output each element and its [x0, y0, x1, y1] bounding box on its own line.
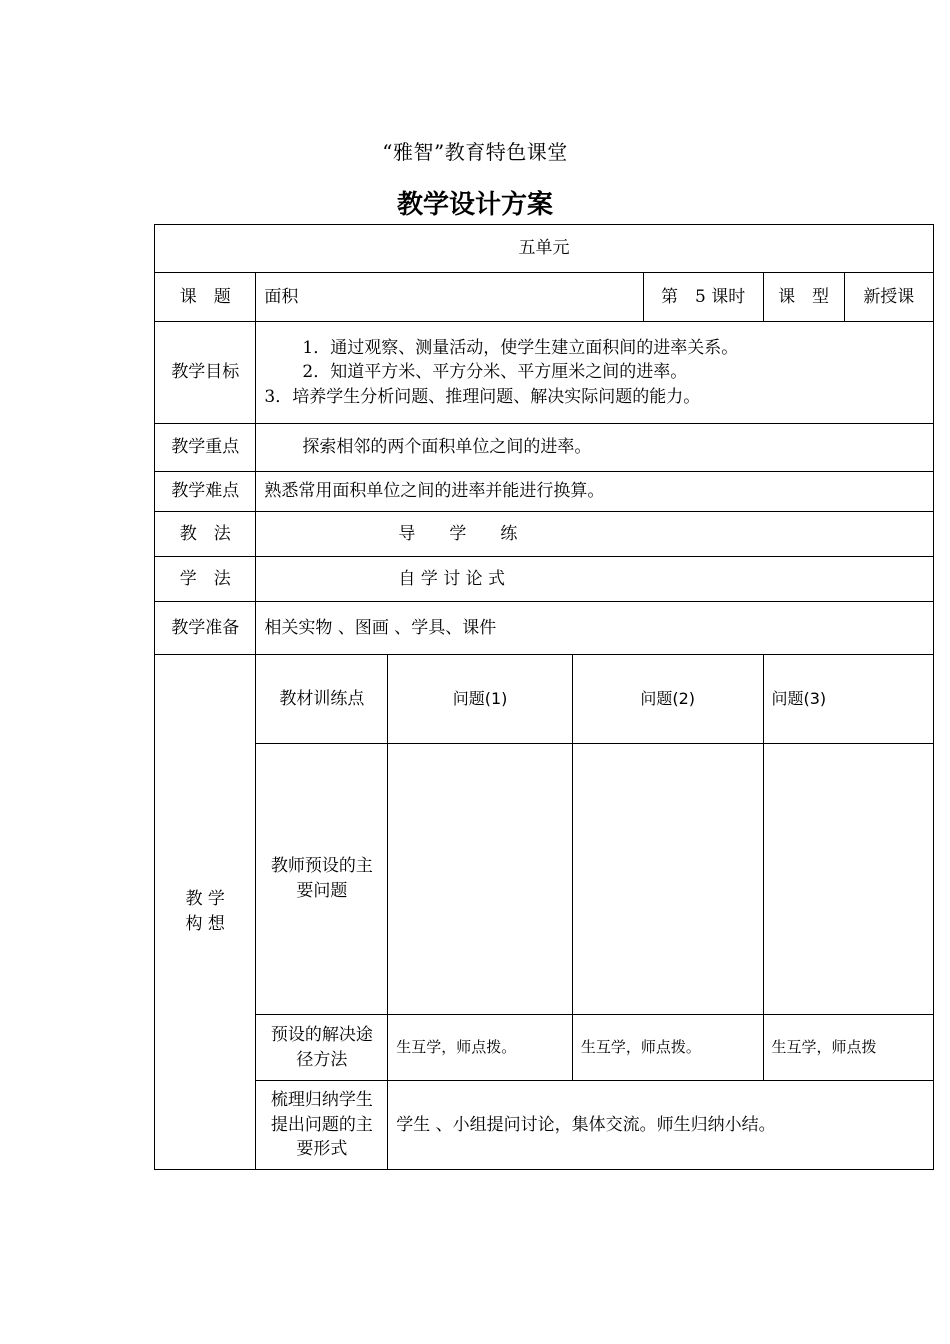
design-label	[155, 655, 256, 1170]
question-3-header: 问题(3)	[763, 655, 934, 744]
solution-2: 生互学，师点拨。	[572, 1015, 763, 1081]
solution-method-label: 预设的解决途径方法	[256, 1015, 388, 1081]
key-point-value: 探索相邻的两个面积单位之间的进率。	[256, 424, 934, 472]
solution-1: 生互学，师点拨。	[388, 1015, 573, 1081]
preparation-label: 教学准备	[155, 602, 256, 655]
summary-value: 学生 、小组提问讨论，集体交流。师生归纳小结。	[388, 1081, 934, 1170]
study-method-value: 自 学 讨 论 式	[256, 557, 934, 602]
type-value: 新授课	[844, 273, 933, 322]
preset-questions-label: 教师预设的主要问题	[256, 744, 388, 1015]
preset-question-2	[572, 744, 763, 1015]
teaching-method-label: 教 法	[155, 512, 256, 557]
solution-3: 生互学，师点拨	[763, 1015, 934, 1081]
topic-label: 课 题	[155, 273, 256, 322]
goal-item: 3．培养学生分析问题、推理问题、解决实际问题的能力。	[264, 386, 701, 407]
goals-list	[256, 322, 934, 424]
study-method-label: 学 法	[155, 557, 256, 602]
key-point-label: 教学重点	[155, 424, 256, 472]
design-label-line1: 教 学	[185, 889, 225, 910]
type-label: 课 型	[763, 273, 844, 322]
lesson-number: 第 5 课时	[643, 273, 763, 322]
teaching-method-value: 导 学 练	[256, 512, 934, 557]
goals-label: 教学目标	[155, 322, 256, 424]
goal-item: 2．知道平方米、平方分米、平方厘米之间的进率。	[302, 362, 688, 383]
lesson-plan-table	[154, 224, 934, 1170]
preset-question-1	[388, 744, 573, 1015]
difficulty-value: 熟悉常用面积单位之间的进率并能进行换算。	[256, 472, 934, 512]
question-2-header: 问题(2)	[572, 655, 763, 744]
preparation-value: 相关实物 、图画 、学具、课件	[256, 602, 934, 655]
page-title: 教学设计方案	[396, 190, 553, 220]
topic-value: 面积	[256, 273, 643, 322]
design-label-line2: 构 想	[185, 914, 225, 934]
preset-question-3	[763, 744, 934, 1015]
goal-item: 1．通过观察、测量活动，使学生建立面积间的进率关系。	[302, 337, 739, 358]
training-point-label: 教材训练点	[256, 655, 388, 744]
question-1-header: 问题(1)	[388, 655, 573, 744]
unit-cell: 五单元	[155, 225, 934, 273]
summary-label: 梳理归纳学生提出问题的主要形式	[256, 1081, 388, 1170]
subtitle: “雅智”教育特色课堂	[382, 140, 568, 164]
difficulty-label: 教学难点	[155, 472, 256, 512]
